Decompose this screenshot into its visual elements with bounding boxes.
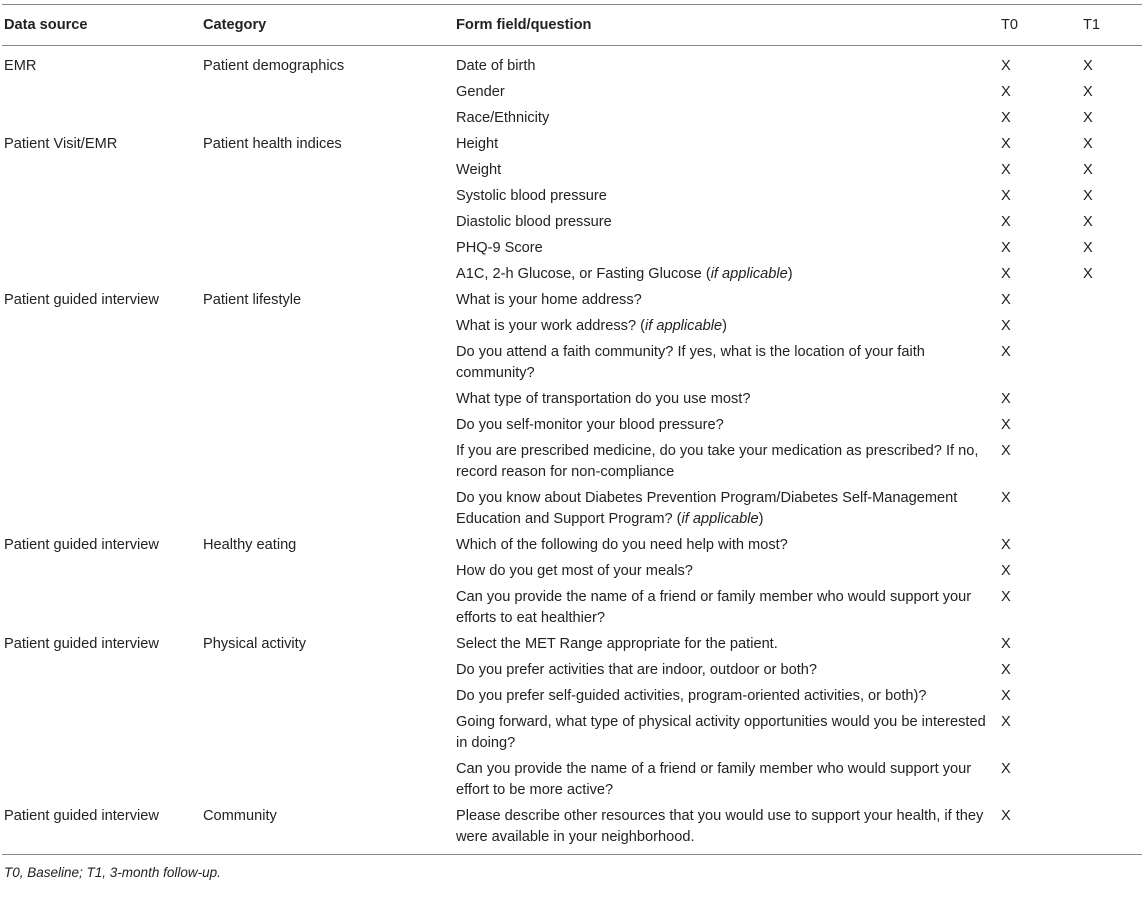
cell-category: Patient health indices xyxy=(203,136,342,152)
field-text: Do you self-monitor your blood pressure? xyxy=(456,417,724,433)
cell-t1-mark: X xyxy=(1083,58,1093,74)
cell-form-field xyxy=(456,82,1001,103)
field-text: Do you prefer activities that are indoor, outdoor or both? xyxy=(456,662,818,678)
cell-form-field xyxy=(456,342,1001,384)
table-row xyxy=(2,629,1142,655)
cell-form-field xyxy=(456,134,1001,155)
field-text: Gender xyxy=(456,84,505,100)
field-text-tail: ) xyxy=(722,318,727,334)
table-row xyxy=(2,556,1142,582)
cell-t0-mark: X xyxy=(1001,808,1011,824)
cell-form-field xyxy=(456,587,1001,629)
cell-form-field xyxy=(456,238,1001,259)
field-italic-note: if applicable xyxy=(681,511,759,527)
field-text: Weight xyxy=(456,162,502,178)
field-text: Height xyxy=(456,136,499,152)
table-row xyxy=(2,51,1142,77)
cell-data-source: Patient guided interview xyxy=(4,292,159,308)
cell-category: Physical activity xyxy=(203,636,306,652)
cell-data-source: Patient guided interview xyxy=(4,537,159,553)
cell-form-field xyxy=(456,488,1001,530)
field-text: Going forward, what type of physical activity opportunities would you be interested in doing? xyxy=(456,714,986,751)
cell-t0-mark: X xyxy=(1001,318,1011,334)
table-row xyxy=(2,77,1142,103)
cell-t0-mark: X xyxy=(1001,110,1011,126)
field-text: A1C, 2-h Glucose, or Fasting Glucose ( xyxy=(456,266,711,282)
data-collection-table xyxy=(2,4,1142,880)
cell-t0-mark: X xyxy=(1001,417,1011,433)
table-row xyxy=(2,233,1142,259)
cell-t0-mark: X xyxy=(1001,688,1011,704)
field-text: If you are prescribed medicine, do you take your medication as prescribed? If no, record reason for non-compliance xyxy=(456,443,979,480)
cell-form-field xyxy=(456,415,1001,436)
cell-t1-mark: X xyxy=(1083,188,1093,204)
table-row xyxy=(2,129,1142,155)
cell-t0-mark: X xyxy=(1001,214,1011,230)
table-row xyxy=(2,655,1142,681)
cell-t0-mark: X xyxy=(1001,266,1011,282)
cell-form-field xyxy=(456,290,1001,311)
table-row xyxy=(2,483,1142,530)
cell-t0-mark: X xyxy=(1001,589,1011,605)
cell-form-field xyxy=(456,759,1001,801)
table-row xyxy=(2,707,1142,754)
table-row xyxy=(2,754,1142,801)
cell-category: Patient demographics xyxy=(203,58,345,74)
field-italic-note: if applicable xyxy=(644,318,723,334)
table-row xyxy=(2,207,1142,233)
table-row xyxy=(2,410,1142,436)
table-header-row xyxy=(2,5,1142,46)
field-text: PHQ-9 Score xyxy=(456,240,543,256)
cell-t0-mark: X xyxy=(1001,162,1011,178)
cell-t1-mark: X xyxy=(1083,266,1093,282)
cell-form-field xyxy=(456,264,1001,285)
table-row xyxy=(2,259,1142,285)
cell-t0-mark: X xyxy=(1001,240,1011,256)
cell-data-source: EMR xyxy=(4,58,37,74)
header-data-source: Data source xyxy=(4,17,88,33)
cell-t0-mark: X xyxy=(1001,136,1011,152)
cell-form-field xyxy=(456,660,1001,681)
field-text: What is your work address? ( xyxy=(456,318,645,334)
cell-form-field xyxy=(456,561,1001,582)
field-text: What is your home address? xyxy=(456,292,642,308)
cell-t0-mark: X xyxy=(1001,292,1011,308)
cell-t1-mark: X xyxy=(1083,136,1093,152)
table-footnote: T0, Baseline; T1, 3-month follow-up. xyxy=(4,865,221,880)
cell-category: Healthy eating xyxy=(203,537,297,553)
cell-form-field xyxy=(456,634,1001,655)
table-row xyxy=(2,337,1142,384)
cell-t0-mark: X xyxy=(1001,391,1011,407)
field-text: Can you provide the name of a friend or family member who would support your efforts to eat healthier? xyxy=(456,589,972,626)
cell-data-source: Patient guided interview xyxy=(4,808,159,824)
header-t1: T1 xyxy=(1083,17,1101,33)
cell-t0-mark: X xyxy=(1001,443,1011,459)
table-bottom-rule xyxy=(2,854,1142,855)
field-italic-note: if applicable xyxy=(710,266,788,282)
field-text: Do you prefer self-guided activities, program-oriented activities, or both)? xyxy=(456,688,927,704)
cell-t0-mark: X xyxy=(1001,84,1011,100)
field-text: Do you attend a faith community? If yes, what is the location of your faith community? xyxy=(456,344,925,381)
cell-t1-mark: X xyxy=(1083,110,1093,126)
table-body xyxy=(2,46,1142,854)
cell-t0-mark: X xyxy=(1001,344,1011,360)
field-text: Diastolic blood pressure xyxy=(456,214,612,230)
field-text: Please describe other resources that you would use to support your health, if they were available in your neighborhood. xyxy=(456,808,984,845)
table-row xyxy=(2,582,1142,629)
field-text: Systolic blood pressure xyxy=(456,188,607,204)
field-text: How do you get most of your meals? xyxy=(456,563,693,579)
cell-t0-mark: X xyxy=(1001,563,1011,579)
field-text: What type of transportation do you use most? xyxy=(456,391,751,407)
cell-t1-mark: X xyxy=(1083,84,1093,100)
table-row xyxy=(2,530,1142,556)
field-text: Do you know about Diabetes Prevention Program/Diabetes Self-Management Education and Support Program? ( xyxy=(456,490,958,527)
cell-form-field xyxy=(456,441,1001,483)
cell-data-source: Patient guided interview xyxy=(4,636,159,652)
cell-data-source: Patient Visit/EMR xyxy=(4,136,118,152)
table-row xyxy=(2,181,1142,207)
table-row xyxy=(2,801,1142,848)
cell-form-field xyxy=(456,186,1001,207)
cell-t0-mark: X xyxy=(1001,636,1011,652)
cell-t0-mark: X xyxy=(1001,537,1011,553)
table-row xyxy=(2,384,1142,410)
cell-form-field xyxy=(456,316,1001,337)
cell-category: Patient lifestyle xyxy=(203,292,302,308)
cell-t1-mark: X xyxy=(1083,214,1093,230)
cell-form-field xyxy=(456,56,1001,77)
field-text-tail: ) xyxy=(787,266,793,282)
field-text: Select the MET Range appropriate for the patient. xyxy=(456,636,778,652)
table-row xyxy=(2,155,1142,181)
field-text: Can you provide the name of a friend or family member who would support your effort to be more active? xyxy=(456,761,972,798)
table-row xyxy=(2,103,1142,129)
cell-t1-mark: X xyxy=(1083,240,1093,256)
field-text: Date of birth xyxy=(456,58,536,74)
header-t0: T0 xyxy=(1001,17,1019,33)
table-row xyxy=(2,436,1142,483)
cell-t0-mark: X xyxy=(1001,58,1011,74)
cell-t0-mark: X xyxy=(1001,188,1011,204)
header-category: Category xyxy=(203,17,267,33)
table-row xyxy=(2,311,1142,337)
cell-form-field xyxy=(456,535,1001,556)
header-form-field: Form field/question xyxy=(456,17,592,33)
cell-t0-mark: X xyxy=(1001,490,1011,506)
cell-form-field xyxy=(456,389,1001,410)
cell-t0-mark: X xyxy=(1001,714,1011,730)
cell-form-field xyxy=(456,686,1001,707)
field-text: Race/Ethnicity xyxy=(456,110,550,126)
cell-form-field xyxy=(456,212,1001,233)
cell-t0-mark: X xyxy=(1001,761,1011,777)
cell-form-field xyxy=(456,160,1001,181)
cell-category: Community xyxy=(203,808,277,824)
field-text-tail: ) xyxy=(758,511,764,527)
field-text: Which of the following do you need help with most? xyxy=(456,537,788,553)
cell-form-field xyxy=(456,712,1001,754)
cell-form-field xyxy=(456,108,1001,129)
cell-t1-mark: X xyxy=(1083,162,1093,178)
cell-form-field xyxy=(456,806,1001,848)
table-row xyxy=(2,681,1142,707)
table-row xyxy=(2,285,1142,311)
cell-t0-mark: X xyxy=(1001,662,1011,678)
